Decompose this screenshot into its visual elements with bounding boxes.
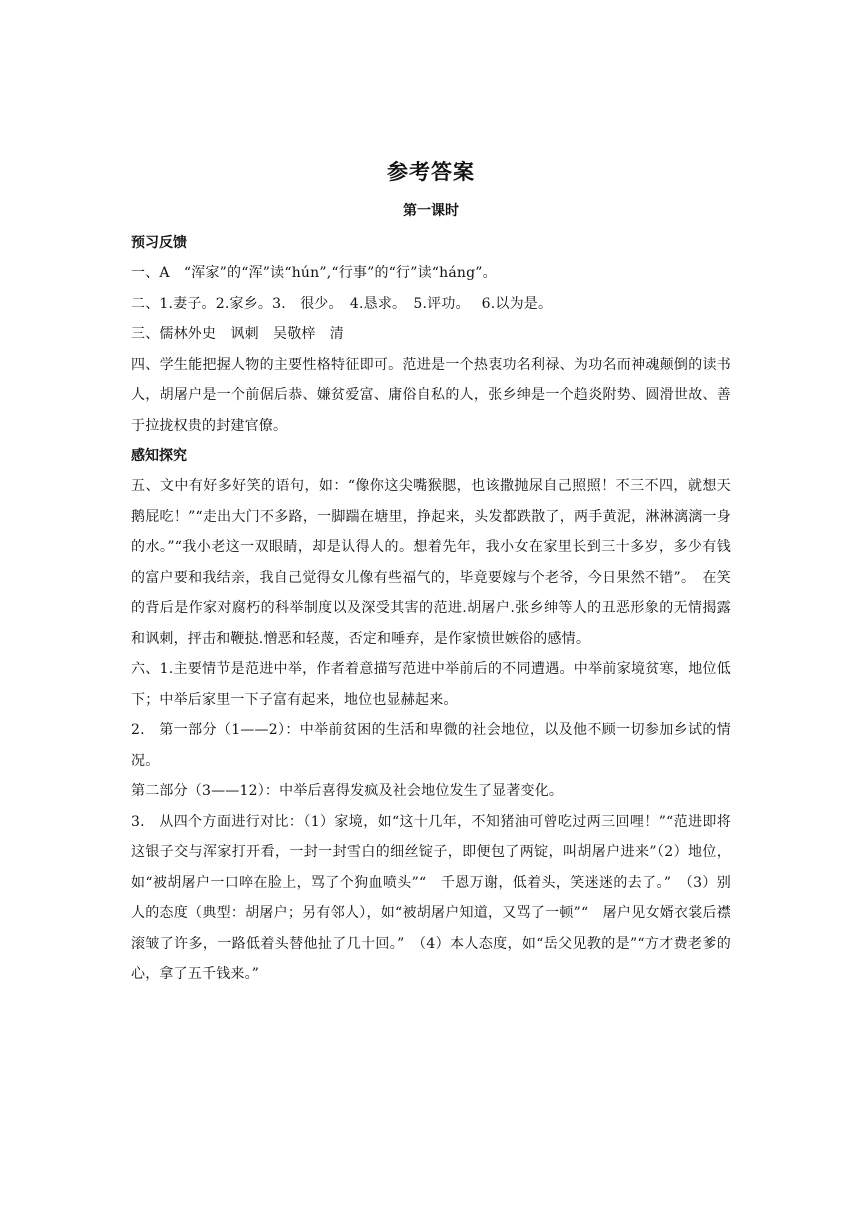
document-title: 参考答案 <box>387 160 475 184</box>
answer-paragraph: 一、A “浑家”的“浑”读“hún”,“行事”的“行”读“háng”。 <box>131 265 497 281</box>
section-heading: 感知探究 <box>131 448 187 464</box>
section-perception-exploration <box>131 441 731 990</box>
answer-paragraph: 3. 从四个方面进行对比：（1）家境，如“这十几年，不知猪油可曾吃过两三回哩！”“范进即将这银子交与浑家打开看，一封一封雪白的细丝锭子，即便包了两锭，叫胡屠户进来”（2）地位，如“被胡屠户一口啐在脸上，骂了个狗血喷头”“ 千恩万谢，低着头，笑迷迷的去了。” （3）别人的态度（典型：胡屠户；另有邻人），如“被胡屠户知道，又骂了一顿”“ 屠户见女婿衣裳后襟滚皱了许多，一路低着头替他扯了几十回。” （4）本人态度，如“岳父见教的是”“方才费老爹的心，拿了五千钱来。” <box>131 813 731 982</box>
answer-paragraph: 三、儒林外史 讽刺 吴敬梓 清 <box>131 326 344 342</box>
section-heading: 预习反馈 <box>131 235 187 251</box>
document-page <box>131 150 731 990</box>
lesson-subtitle: 第一课时 <box>403 203 459 219</box>
answer-paragraph: 六、1.主要情节是范进中举，作者着意描写范进中举前后的不同遭遇。中举前家境贫寒，地位低下；中举后家里一下子富有起来，地位也显赫起来。 <box>131 661 731 708</box>
answer-paragraph: 第二部分（3——12）：中举后喜得发疯及社会地位发生了显著变化。 <box>131 783 564 799</box>
answer-paragraph: 四、学生能把握人物的主要性格特征即可。范进是一个热衷功名利禄、为功名而神魂颠倒的读书人，胡屠户是一个前倨后恭、嫌贫爱富、庸俗自私的人，张乡绅是一个趋炎附势、圆滑世故、善于拉拢权贵的封建官僚。 <box>131 356 731 434</box>
answer-paragraph: 2. 第一部分（1——2）：中举前贫困的生活和卑微的社会地位，以及他不顾一切参加乡试的情况。 <box>131 722 731 769</box>
answer-paragraph: 二、1.妻子。2.家乡。3. 很少。 4.恳求。 5.评功。 6.以为是。 <box>131 295 553 312</box>
section-preview-feedback <box>131 228 731 441</box>
answer-paragraph: 五、文中有好多好笑的语句，如：“像你这尖嘴猴腮，也该撒抛尿自己照照！不三不四，就想天鹅屁吃！”“走出大门不多路，一脚踹在塘里，挣起来，头发都跌散了，两手黄泥，淋淋漓漓一身的水。”“我小老这一双眼睛，却是认得人的。想着先年，我小女在家里长到三十多岁，多少有钱的富户要和我结亲，我自己觉得女儿像有些福气的，毕竟要嫁与个老爷，今日果然不错”。 在笑的背后是作家对腐朽的科举制度以及深受其害的范进.胡屠户.张乡绅等人的丑恶形象的无情揭露和讽刺，抨击和鞭挞.憎恶和轻蔑，否定和唾弃，是作家愤世嫉俗的感情。 <box>131 478 731 647</box>
